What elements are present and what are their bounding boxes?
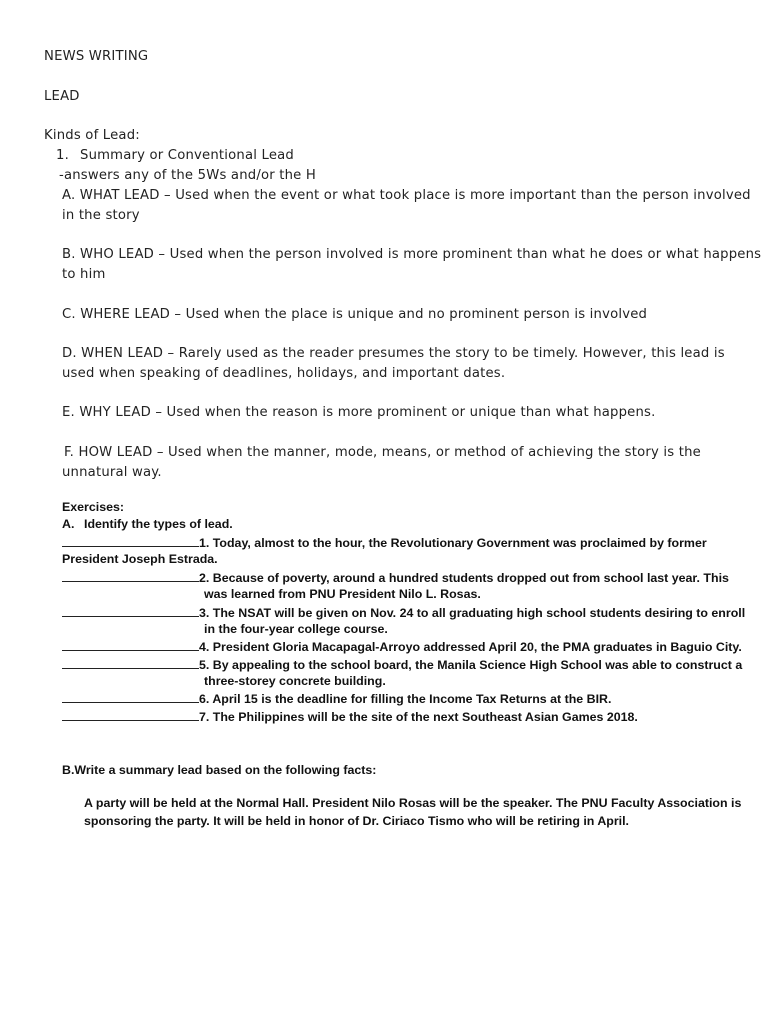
lead-how-line-1: F. HOW LEAD – Used when the manner, mode, means, or method of achieving the story is the [64, 445, 701, 460]
lead-where: C. WHERE LEAD – Used when the place is unique and no prominent person is involved [62, 307, 648, 322]
lead-when-line-1: D. WHEN LEAD – Rarely used as the reader presumes the story to be timely. However, this lead is [62, 346, 725, 361]
answer-blank[interactable] [62, 690, 199, 703]
answer-blank[interactable] [62, 569, 199, 582]
exercise-item [62, 569, 729, 588]
exercise-item-text: 4. President Gloria Macapagal-Arroyo addressed April 20, the PMA graduates in Baguio City. [199, 640, 742, 654]
exercise-item [62, 656, 742, 675]
exercise-item-continuation: three-storey concrete building. [204, 674, 386, 688]
part-a-instruction: Identify the types of lead. [84, 517, 233, 531]
doc-title: NEWS WRITING [44, 49, 149, 64]
exercise-item-continuation: President Joseph Estrada. [62, 552, 218, 566]
lead-who-line-2: to him [62, 267, 106, 282]
exercise-item [62, 534, 707, 553]
answer-blank[interactable] [62, 708, 199, 721]
lead-how-line-2: unnatural way. [62, 465, 162, 480]
lead-what-line-2: in the story [62, 208, 140, 223]
part-b-heading: B.Write a summary lead based on the following facts: [62, 763, 377, 777]
exercise-item-text: 5. By appealing to the school board, the Manila Science High School was able to construct a [199, 658, 743, 672]
answer-blank[interactable] [62, 638, 199, 651]
exercises-heading: Exercises: [62, 500, 125, 514]
part-b-facts-line-1: A party will be held at the Normal Hall. President Nilo Rosas will be the speaker. The PNU Faculty Association is [84, 796, 742, 810]
exercise-item-text: 2. Because of poverty, around a hundred students dropped out from school last year. This [199, 571, 729, 585]
answer-blank[interactable] [62, 656, 199, 669]
list-item-number: 1. [56, 148, 69, 163]
exercise-item [62, 708, 638, 727]
answer-blank[interactable] [62, 534, 199, 547]
part-b-facts-line-2: sponsoring the party. It will be held in honor of Dr. Ciriaco Tismo who will be retiring in April. [84, 814, 629, 828]
exercise-item [62, 604, 745, 623]
exercise-item-continuation: was learned from PNU President Nilo L. Rosas. [204, 587, 481, 601]
exercise-item-text: 7. The Philippines will be the site of the next Southeast Asian Games 2018. [199, 710, 638, 724]
part-a-letter: A. [62, 517, 75, 531]
answer-blank[interactable] [62, 604, 199, 617]
lead-why: E. WHY LEAD – Used when the reason is more prominent or unique than what happens. [62, 405, 656, 420]
exercise-item-text: 6. April 15 is the deadline for filling the Income Tax Returns at the BIR. [199, 692, 612, 706]
lead-when-line-2: used when speaking of deadlines, holidays, and important dates. [62, 366, 506, 381]
exercise-item-text: 1. Today, almost to the hour, the Revolutionary Government was proclaimed by former [199, 536, 707, 550]
kinds-heading: Kinds of Lead: [44, 128, 140, 143]
list-note: -answers any of the 5Ws and/or the H [59, 168, 317, 183]
lead-who-line-1: B. WHO LEAD – Used when the person involved is more prominent than what he does or what happens [62, 247, 762, 262]
exercise-item-continuation: in the four-year college course. [204, 622, 388, 636]
section-heading: LEAD [44, 89, 80, 104]
exercise-item [62, 638, 742, 657]
lead-what-line-1: A. WHAT LEAD – Used when the event or what took place is more important than the person involved [62, 188, 751, 203]
exercise-item-text: 3. The NSAT will be given on Nov. 24 to all graduating high school students desiring to enroll [199, 606, 746, 620]
exercise-item [62, 690, 611, 709]
list-item-label: Summary or Conventional Lead [80, 148, 294, 163]
